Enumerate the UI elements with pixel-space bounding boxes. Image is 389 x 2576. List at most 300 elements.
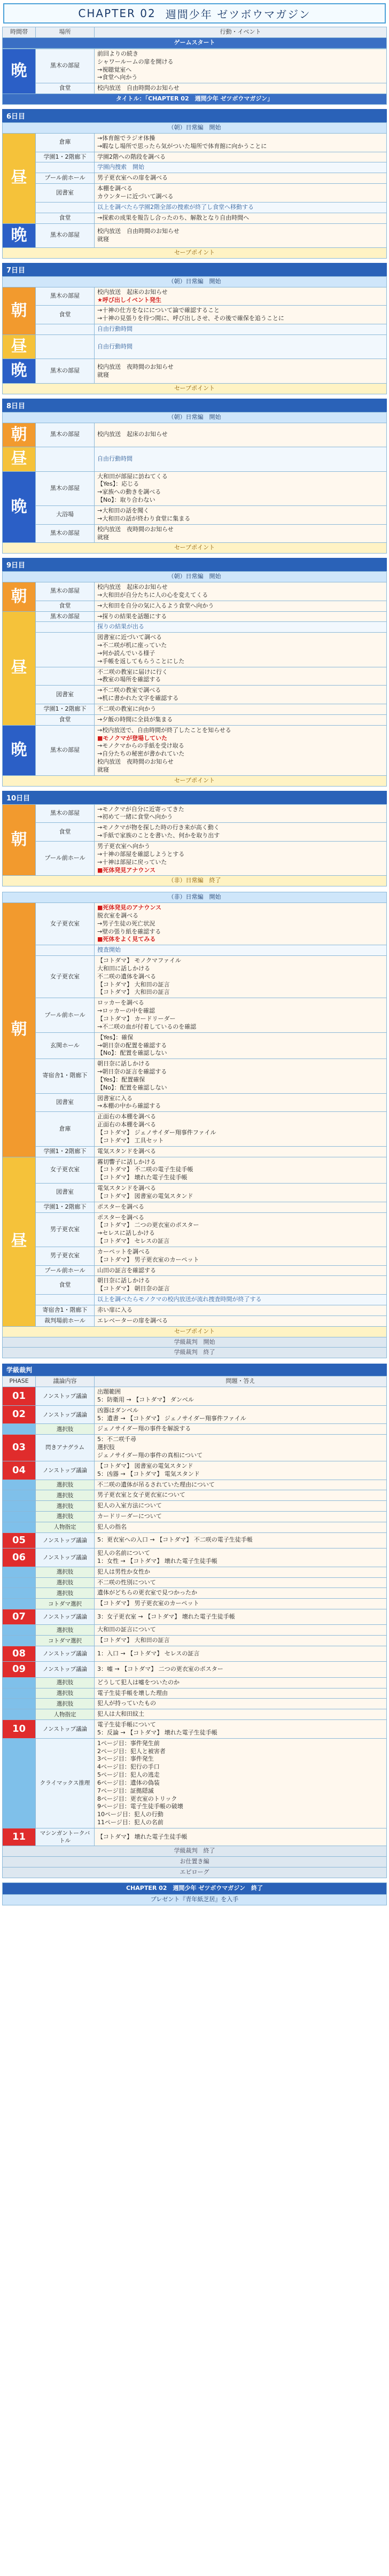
trial-row	[3, 1387, 387, 1406]
answer-cell	[95, 1738, 387, 1828]
mode-cell: ノンストップ議論	[36, 1532, 95, 1548]
action-line: 【No】：取り合わない	[97, 496, 155, 504]
answer-cell	[95, 1490, 387, 1501]
action-cell	[95, 725, 387, 775]
action-line: 【No】：配置を確認しない	[97, 1049, 167, 1057]
answer-cell	[95, 1588, 387, 1599]
day-label: 9日目	[2, 558, 387, 571]
answer-cell	[95, 1699, 387, 1709]
action-line: カーペットを調べる	[97, 1248, 150, 1255]
action-cell	[95, 1112, 387, 1146]
table-row	[3, 1093, 387, 1112]
action-line: 校内放送 夜時間のお知らせ	[97, 758, 174, 766]
table-row	[3, 152, 387, 162]
period-cell: 朝	[3, 903, 36, 1157]
place-cell: 男子更衣室	[36, 1247, 95, 1265]
mode-cell: 選択肢	[36, 1501, 95, 1512]
place-cell: プール前ホール	[36, 173, 95, 184]
day-banner: （朝）日常編 開始	[3, 412, 387, 423]
action-line: 捜査開始	[97, 946, 121, 954]
action-line: 【コトダマ】 図書室の電気スタンド	[97, 1192, 193, 1200]
action-line: 不二咲の遺体が吊るされていた理由について	[97, 1481, 215, 1488]
footer-sub-row	[3, 1894, 387, 1905]
place-cell: プール前ホール	[36, 998, 95, 1032]
place-cell: 男子更衣室	[36, 1212, 95, 1247]
answer-cell	[95, 1567, 387, 1577]
action-line: 3：女子更衣室 → 【コトダマ】 壊れた電子生徒手帳	[97, 1613, 235, 1620]
phase-cell	[3, 1424, 36, 1435]
header-place: 場所	[36, 27, 95, 38]
trial-row	[3, 1588, 387, 1599]
table-row	[3, 223, 387, 248]
phase-cell	[3, 1490, 36, 1501]
day-banner: （朝）日常編 開始	[3, 123, 387, 134]
trial-row	[3, 1548, 387, 1567]
save-point-row	[3, 876, 387, 886]
action-line: ポスターを調べる	[97, 1203, 144, 1210]
action-cell	[95, 1247, 387, 1265]
trial-row	[3, 1709, 387, 1720]
phase-cell: 05	[3, 1532, 36, 1548]
period-cell: 朝	[3, 423, 36, 447]
action-line: 男子更衣室への扉を調べる	[97, 174, 168, 182]
action-line: 【コトダマ】 壊れた電子生徒手帳	[97, 1174, 188, 1181]
table-row	[3, 841, 387, 875]
save-point-row	[3, 248, 387, 259]
action-cell	[95, 133, 387, 152]
action-cell	[95, 945, 387, 956]
phase-cell	[3, 1522, 36, 1532]
table-row	[3, 287, 387, 306]
mode-cell: 選択肢	[36, 1567, 95, 1577]
phase-cell	[3, 1480, 36, 1490]
action-line: →何か読んでいる様子	[97, 649, 155, 657]
place-cell	[36, 633, 95, 667]
action-line: 本棚を調べる	[97, 185, 133, 192]
action-line: 【コトダマ】 不二咲の電子生徒手帳	[97, 1166, 193, 1173]
place-cell: 女子更衣室	[36, 903, 95, 945]
table-row	[3, 447, 387, 472]
action-cell	[95, 505, 387, 524]
day-label: 6日目	[2, 109, 387, 122]
answer-cell	[95, 1512, 387, 1522]
action-line: 【コトダマ】 男子更衣室のカーペット	[97, 1256, 199, 1263]
action-line: 7ページ目：証拠隠滅	[97, 1787, 154, 1794]
place-cell: 寄宿舎1・階廊下	[36, 1305, 95, 1316]
action-line: →食堂へ向かう	[97, 74, 138, 81]
action-cell	[95, 714, 387, 725]
action-cell	[95, 162, 387, 173]
walkthrough-table	[2, 804, 387, 887]
action-line: 犯人は男性か女性か	[97, 1568, 150, 1575]
answer-cell	[95, 1387, 387, 1406]
action-cell	[95, 287, 387, 306]
trial-title: 学級裁判	[2, 1364, 387, 1376]
action-line: 不二咲の教室に届けに行く	[97, 668, 168, 675]
period-cell: 晩	[3, 223, 36, 248]
trial-row	[3, 1599, 387, 1609]
action-line: 就寝	[97, 235, 109, 243]
action-line: 探りの結果が出る	[97, 623, 144, 631]
table-row	[3, 306, 387, 324]
table-row	[3, 1112, 387, 1146]
action-line: エレベーターの扉を調べる	[97, 1317, 168, 1324]
action-line: 犯人の指名	[97, 1523, 127, 1530]
action-line: 【コトダマ】 大和田の証言	[97, 980, 170, 988]
action-line: →机に書かれた文字を確認する	[97, 695, 179, 702]
mode-cell: 選択肢	[36, 1480, 95, 1490]
place-cell: 黒木の部屋	[36, 49, 95, 83]
action-line: 自由行動時間	[97, 325, 133, 333]
action-line: 学園2階への階段を調べる	[97, 153, 166, 160]
action-line: →暇なし場所で思ったら気がついた場所で体育館に向かうことに	[97, 142, 267, 150]
trial-row	[3, 1662, 387, 1677]
action-line: 霧切響子に話しかける	[97, 1158, 156, 1165]
trial-row	[3, 1699, 387, 1709]
mode-cell: ノンストップ議論	[36, 1662, 95, 1677]
table-row	[3, 184, 387, 203]
answer-cell	[95, 1548, 387, 1567]
table-row	[3, 324, 387, 335]
trial-row	[3, 1490, 387, 1501]
action-line: →十神の見張りを待つ間に、呼び出しさせ、その後で確保を追うことに	[97, 315, 284, 322]
action-line: ポスターを調べる	[97, 1213, 144, 1221]
place-cell: 食堂	[36, 213, 95, 223]
place-cell: 倉庫	[36, 1112, 95, 1146]
answer-cell	[95, 1599, 387, 1609]
action-line: 図書室に近づいて調べる	[97, 634, 162, 641]
action-line: 校内放送 起床のお知らせ	[97, 431, 168, 438]
action-line: 自由行動時間	[97, 343, 133, 350]
action-line: 男子更衣室へ向かう	[97, 842, 150, 850]
action-cell	[95, 841, 387, 875]
mode-cell: 選択肢	[36, 1699, 95, 1709]
table-row	[3, 334, 387, 359]
table-row	[3, 945, 387, 956]
action-line: 電子生徒手帳を壊した理由	[97, 1689, 168, 1696]
action-line: 脱衣室を調べる	[97, 912, 138, 919]
action-line: 大和田が部屋に訪ねてくる	[97, 472, 168, 480]
table-row	[3, 49, 387, 83]
answer-cell	[95, 1636, 387, 1646]
save-point-row	[3, 775, 387, 786]
trial-row	[3, 1828, 387, 1846]
table-row	[3, 903, 387, 945]
table-row	[3, 1305, 387, 1316]
save-point-row	[3, 1326, 387, 1337]
action-line: 6ページ目：遺体の偽装	[97, 1779, 160, 1786]
walkthrough-content	[2, 49, 387, 1905]
action-line: →朝日奈の証言を確認する	[97, 1068, 167, 1076]
action-cell	[95, 184, 387, 203]
phase-cell	[3, 1699, 36, 1709]
mode-cell: ノンストップ議論	[36, 1720, 95, 1739]
mode-cell: マシンガントークバトル	[36, 1828, 95, 1846]
action-cell	[95, 998, 387, 1032]
action-line: 【コトダマ】 大和田の証言	[97, 1637, 170, 1644]
mode-cell: コトダマ選択	[36, 1599, 95, 1609]
action-line: 【コトダマ】 男子更衣室のカーペット	[97, 1600, 199, 1607]
action-line: 朝日奈に話しかける	[97, 1060, 150, 1068]
action-cell	[95, 324, 387, 335]
action-cell	[95, 1265, 387, 1276]
place-cell: 食堂	[36, 83, 95, 94]
action-cell	[95, 173, 387, 184]
mode-cell: ノンストップ議論	[36, 1461, 95, 1480]
footer-row	[3, 1882, 387, 1894]
trial-header-cell: 議論内容	[36, 1376, 95, 1387]
answer-cell	[95, 1461, 387, 1480]
table-row	[3, 1146, 387, 1157]
table-row	[3, 998, 387, 1032]
save-point-row	[3, 543, 387, 554]
answer-cell	[95, 1646, 387, 1662]
trial-row	[3, 1501, 387, 1512]
place-cell: 倉庫	[36, 133, 95, 152]
period-cell: 朝	[3, 582, 36, 612]
mode-cell: ノンストップ議論	[36, 1405, 95, 1424]
action-line: 【コトダマ】 カードリーダー	[97, 1015, 176, 1022]
phase-cell	[3, 1512, 36, 1522]
place-cell: 黒木の部屋	[36, 611, 95, 622]
action-line: 5：防衛用 → 【コトダマ】 ダンベル	[97, 1396, 194, 1403]
trial-row	[3, 1646, 387, 1662]
answer-cell	[95, 1828, 387, 1846]
trial-row	[3, 1424, 387, 1435]
action-line: 犯人の名前について	[97, 1550, 150, 1557]
action-line: 大和田の証言について	[97, 1626, 156, 1633]
trial-row	[3, 1677, 387, 1688]
action-line: ■死体発見アナウンス	[97, 866, 156, 874]
mode-cell: 選択肢	[36, 1424, 95, 1435]
save-point: セーブポイント	[3, 248, 387, 259]
action-cell	[95, 1276, 387, 1295]
place-cell	[36, 945, 95, 956]
action-line: ■死体発見のアナウンス	[97, 904, 162, 912]
phase-cell	[3, 1738, 36, 1828]
trial-row	[3, 1461, 387, 1480]
action-line: →大和田が自分たちに人の心を変えてくる	[97, 591, 208, 598]
table-row	[3, 505, 387, 524]
action-line: 学園内捜索 開始	[97, 164, 144, 171]
save-point: セーブポイント	[3, 543, 387, 554]
phase-cell: 09	[3, 1662, 36, 1677]
place-cell: 黒木の部屋	[36, 804, 95, 823]
place-cell: 玄関ホール	[36, 1032, 95, 1059]
action-cell	[95, 202, 387, 213]
answer-cell	[95, 1677, 387, 1688]
action-cell	[95, 471, 387, 505]
trial-row	[3, 1609, 387, 1625]
action-line: 5：不二咲千尋	[97, 1436, 136, 1443]
action-line: 自由行動時間	[97, 455, 133, 462]
place-cell: 図書室	[36, 1093, 95, 1112]
place-cell: 女子更衣室	[36, 1157, 95, 1184]
action-line: →体育館でラジオ体操	[97, 134, 155, 142]
table-row	[3, 611, 387, 622]
action-line: 8ページ目：更衣室のトリック	[97, 1795, 177, 1802]
action-cell	[95, 1305, 387, 1316]
action-cell	[95, 633, 387, 667]
action-line: 【コトダマ】 工具セット	[97, 1137, 164, 1144]
action-line: →モノクマが物を探した時の行き来が高く動く	[97, 824, 220, 831]
action-line: →本棚の中から確認する	[97, 1102, 161, 1110]
mode-cell: 選択肢	[36, 1677, 95, 1688]
header-table	[2, 27, 387, 49]
place-cell: 女子更衣室	[36, 956, 95, 998]
action-line: 不二咲の性別について	[97, 1578, 156, 1586]
action-line: 男子更衣室と女子更衣室について	[97, 1491, 185, 1499]
action-line: 大和田に話しかける	[97, 964, 150, 972]
action-line: 就寝	[97, 533, 109, 541]
action-line: 校内放送 起床のお知らせ	[97, 583, 168, 591]
action-line: ★呼び出しイベント発生	[97, 296, 161, 303]
action-line: →教室の場所を確認する	[97, 676, 161, 683]
place-cell: 黒木の部屋	[36, 582, 95, 601]
place-cell: 食堂	[36, 823, 95, 842]
action-line: 出題範囲	[97, 1388, 121, 1396]
place-cell: 大浴場	[36, 505, 95, 524]
action-line: →セレスに話しかける	[97, 1229, 155, 1237]
mode-cell: 選択肢	[36, 1577, 95, 1588]
answer-cell	[95, 1720, 387, 1739]
action-cell	[95, 823, 387, 842]
action-line: カウンターに近づいて調べる	[97, 192, 174, 200]
footer-title: CHAPTER 02 週間少年 ゼツボウマガジン 終了	[3, 1882, 387, 1894]
action-line: 校内放送 自由時間のお知らせ	[97, 84, 180, 92]
period-cell: 昼	[3, 133, 36, 223]
answer-cell	[95, 1501, 387, 1512]
place-cell	[36, 162, 95, 173]
phase-cell: 10	[3, 1720, 36, 1739]
table-row	[3, 162, 387, 173]
action-line: 5：遺書 → 【コトダマ】 ジェノサイダー翔事件ファイル	[97, 1414, 246, 1422]
phase-cell	[3, 1625, 36, 1636]
action-cell	[95, 1032, 387, 1059]
mode-cell: ノンストップ議論	[36, 1387, 95, 1406]
period-cell: 晩	[3, 49, 36, 94]
action-line: →十神の仕方をなにについて論で確認すること	[97, 307, 220, 314]
action-line: 10ページ目：犯人の行動	[97, 1811, 164, 1818]
table-row	[3, 1265, 387, 1276]
action-line: 5：凶器 → 【コトダマ】 電気スタンド	[97, 1470, 200, 1477]
place-cell: 黒木の部屋	[36, 359, 95, 384]
action-line: →十神の部屋を確認しようとする	[97, 850, 185, 858]
period-cell: 朝	[3, 287, 36, 334]
action-cell	[95, 582, 387, 601]
action-cell	[95, 1316, 387, 1326]
phase-cell: 08	[3, 1646, 36, 1662]
table-row	[3, 359, 387, 384]
footer-table	[2, 1882, 387, 1905]
action-cell	[95, 704, 387, 715]
action-line: 山田の証言を確認する	[97, 1266, 156, 1274]
mode-cell: 選択肢	[36, 1688, 95, 1699]
action-line: 就寝	[97, 766, 109, 773]
phase-cell	[3, 1501, 36, 1512]
action-line: 朝日奈に話しかける	[97, 1277, 150, 1285]
phase-cell: 02	[3, 1405, 36, 1424]
action-cell	[95, 359, 387, 384]
trial-row	[3, 1435, 387, 1461]
phase-cell	[3, 1577, 36, 1588]
trial-row	[3, 1480, 387, 1490]
trial-row	[3, 1532, 387, 1548]
table-row	[3, 725, 387, 775]
action-line: →大和田の話が終わり食堂に集まる	[97, 515, 191, 522]
doc-title	[3, 3, 386, 24]
period-cell: 昼	[3, 611, 36, 725]
action-line: 1：女性 → 【コトダマ】 壊れた電子生徒手帳	[97, 1557, 217, 1565]
action-line: 3ページ目：事件発生	[97, 1755, 154, 1763]
action-line: ロッカーを調べる	[97, 999, 144, 1007]
action-line: 11ページ目：犯人の名前	[97, 1819, 164, 1826]
action-line: 【No】：配置を確認しない	[97, 1084, 167, 1091]
action-line: →手紙で家族のことを書いた、何かを取り出す	[97, 832, 220, 839]
table-row	[3, 804, 387, 823]
place-cell	[36, 334, 95, 359]
action-line: 【コトダマ】 ジェノサイダー翔事件ファイル	[97, 1129, 216, 1136]
action-line: どうして犯人は嘘をついたのか	[97, 1678, 180, 1686]
answer-cell	[95, 1609, 387, 1625]
action-line: カードリーダーについて	[97, 1513, 162, 1520]
table-row	[3, 686, 387, 704]
action-line: →初めて一緒に食堂へ向かう	[97, 813, 173, 821]
action-line: 【コトダマ】 壊れた電子生徒手帳	[97, 1833, 188, 1840]
investigation-banner: （非）日常編 開始	[3, 892, 387, 903]
place-cell: 黒木の部屋	[36, 725, 95, 775]
table-row	[3, 633, 387, 667]
action-cell	[95, 1295, 387, 1305]
period-cell: 昼	[3, 447, 36, 472]
action-line: 校内放送 夜時間のお知らせ	[97, 525, 174, 533]
action-line: →不二咲の教室で調べる	[97, 687, 161, 694]
investigation-end-line: 学級裁判 開始	[3, 1337, 387, 1348]
place-cell	[36, 447, 95, 472]
action-line: 5ページ目：犯人の逃走	[97, 1771, 160, 1779]
mode-cell: クライマックス推理	[36, 1738, 95, 1828]
action-line: 【Yes】：配置確保	[97, 1076, 145, 1083]
phase-cell	[3, 1588, 36, 1599]
place-cell	[36, 667, 95, 686]
place-cell: 食堂	[36, 1276, 95, 1295]
action-line: 【コトダマ】 図書室の電気スタンド	[97, 1462, 193, 1469]
phase-cell: 03	[3, 1435, 36, 1461]
chapter-title-bar: タイトル：「CHAPTER 02 週間少年 ゼツボウマガジン」	[3, 94, 387, 105]
place-cell: 黒木の部屋	[36, 423, 95, 447]
table-row	[3, 1247, 387, 1265]
table-row	[3, 601, 387, 611]
action-line: 以上を調べたらモノクマの校内放送が流れ捜査時間が終了する	[97, 1296, 262, 1303]
action-cell	[95, 804, 387, 823]
table-row	[3, 1032, 387, 1059]
table-row	[3, 213, 387, 223]
start-bar: ゲームスタート	[3, 37, 387, 48]
action-line: 9ページ目：電子生徒手帳の破壊	[97, 1803, 183, 1810]
action-cell	[95, 524, 387, 543]
phase-cell	[3, 1636, 36, 1646]
action-line: ジェノサイダー翔の事件の真相について	[97, 1451, 203, 1459]
action-cell	[95, 622, 387, 633]
trial-row	[3, 1738, 387, 1828]
table-row	[3, 133, 387, 152]
action-cell	[95, 956, 387, 998]
action-line: 【コトダマ】 モノクマファイル	[97, 957, 181, 964]
place-cell: 裁判場前ホール	[36, 1316, 95, 1326]
table-row	[3, 582, 387, 601]
table-row	[3, 1184, 387, 1202]
action-line: →ロッカーの中を確認	[97, 1007, 155, 1015]
